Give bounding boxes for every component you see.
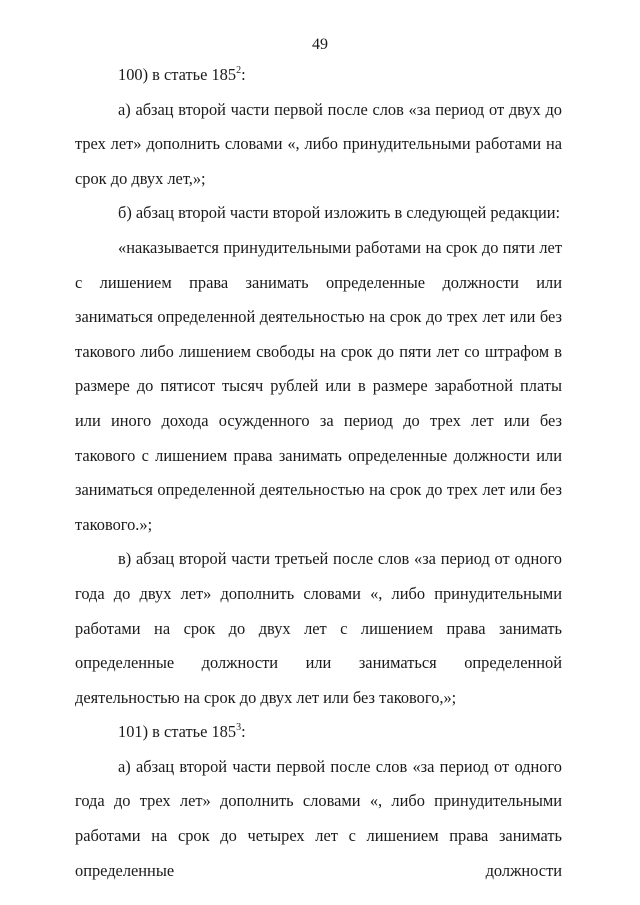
document-body — [75, 58, 562, 888]
item-100-heading — [75, 58, 562, 93]
item-101-a-paragraph: а) абзац второй части первой после слов «за период от одного года до трех лет» дополнить словами «, либо принудительными работами на срок до четырех лет с лишением права занимать определенные должности — [75, 756, 562, 880]
item-100-heading-text: 100) в статье 185 — [118, 65, 237, 84]
item-100-v-paragraph: в) абзац второй части третьей после слов «за период от одного года до двух лет» дополнить словами «, либо принудительными работами на срок до двух лет с лишением права занимать определенные должности или заниматься определенной деятельностью на срок до двух лет или без такового,»; — [75, 549, 562, 707]
item-100-b-paragraph: б) абзац второй части второй изложить в следующей редакции: — [118, 203, 561, 223]
item-101-heading-text: 101) в статье 185 — [118, 722, 237, 742]
page-number: 49 — [312, 36, 328, 53]
item-100-superscript: 2 — [236, 65, 242, 76]
item-100-a-paragraph: а) абзац второй части первой после слов «за период от двух до трех лет» дополнить словами «, либо принудительными работами на срок до двух лет,»; — [75, 99, 562, 188]
item-100-heading-colon: : — [241, 65, 246, 84]
item-100-b-quoted-text: «наказывается принудительными работами на срок до пяти лет с лишением права занимать определенные должности или заниматься определенной деятельностью на срок до трех лет или без такового либо лишением свободы на срок до пяти лет со штрафом в размере до пятисот тысяч рублей или в размере заработной платы или иного дохода осужденного за период до трех лет или без такового с лишением права занимать определенные должности или заниматься определенной деятельностью на срок до трех лет или без такового.»; — [75, 237, 562, 534]
item-101-heading — [75, 715, 562, 750]
item-101-superscript: 3 — [236, 722, 242, 734]
item-101-heading-colon: : — [241, 722, 246, 742]
